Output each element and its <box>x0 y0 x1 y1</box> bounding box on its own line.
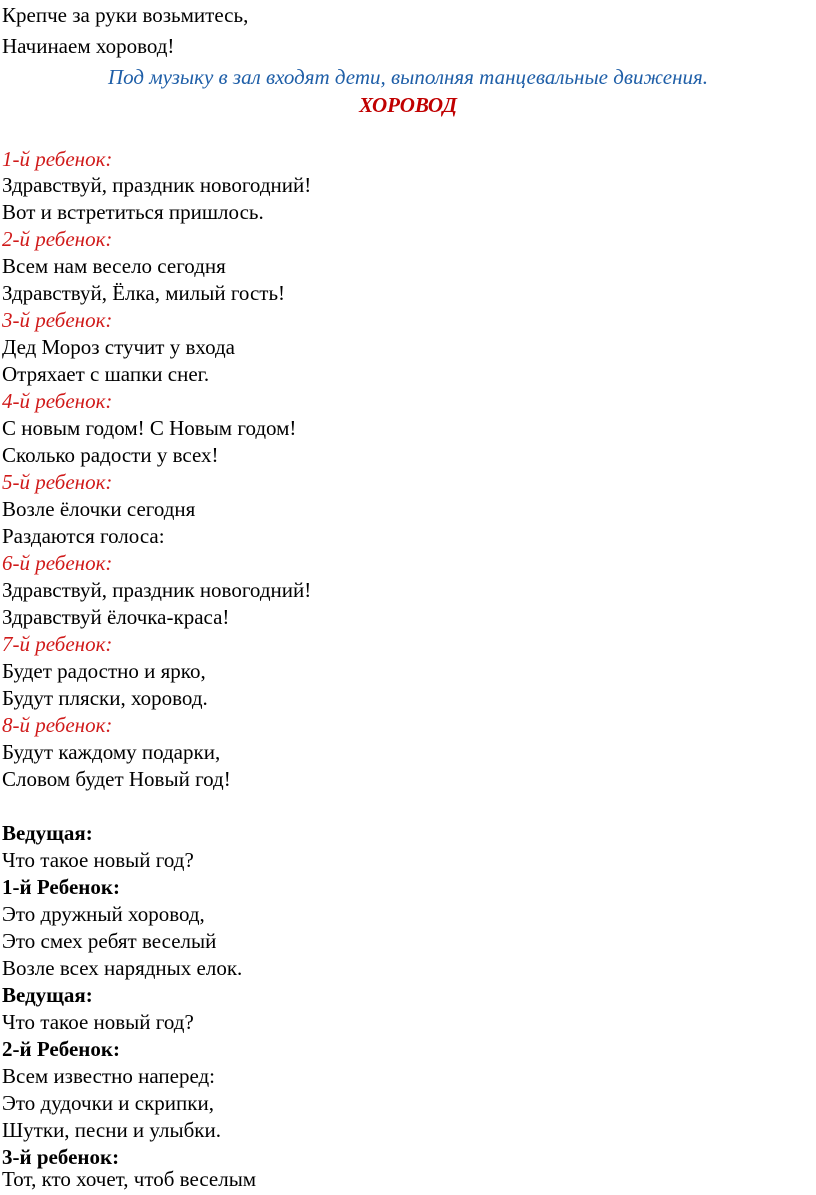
verse-line: Раздаются голоса: <box>2 524 165 548</box>
verse-line: Это дружный хоровод, <box>2 902 205 926</box>
verse-line: Вот и встретиться пришлось. <box>2 200 264 224</box>
verse-line: Здравствуй, праздник новогодний! <box>2 578 312 602</box>
verse-line: Возле всех нарядных елок. <box>2 956 243 980</box>
speaker-label: 2-й ребенок: <box>2 227 113 251</box>
verse-line: Здравствуй ёлочка-краса! <box>2 605 230 629</box>
speaker-label: 8-й ребенок: <box>2 713 113 737</box>
verse-line: Возле ёлочки сегодня <box>2 497 196 521</box>
verse-line: Всем нам весело сегодня <box>2 254 226 278</box>
verse-line: Здравствуй, Ёлка, милый гость! <box>2 281 286 305</box>
speaker-label: Ведущая: <box>2 821 93 845</box>
verse-line: Будут каждому подарки, <box>2 740 221 764</box>
speaker-label: 3-й ребенок: <box>2 1145 120 1169</box>
verse-line: Сколько радости у всех! <box>2 443 219 467</box>
speaker-label: 3-й ребенок: <box>2 308 113 332</box>
speaker-label: 4-й ребенок: <box>2 389 113 413</box>
verse-line: Словом будет Новый год! <box>2 767 231 791</box>
verse-line: Будет радостно и ярко, <box>2 659 206 683</box>
verse-line: Дед Мороз стучит у входа <box>2 335 235 359</box>
speaker-label: 2-й Ребенок: <box>2 1037 120 1061</box>
verse-line: Что такое новый год? <box>2 1010 194 1034</box>
speaker-label: 1-й ребенок: <box>2 147 113 171</box>
verse-line: Начинаем хоровод! <box>2 34 175 58</box>
verse-line: Будут пляски, хоровод. <box>2 686 208 710</box>
section-title: ХОРОВОД <box>359 93 457 117</box>
verse-line: Это дудочки и скрипки, <box>2 1091 214 1115</box>
verse-line: Что такое новый год? <box>2 848 194 872</box>
verse-line: С новым годом! С Новым годом! <box>2 416 297 440</box>
verse-line: Это смех ребят веселый <box>2 929 217 953</box>
verse-line: Тот, кто хочет, чтоб веселым <box>2 1167 257 1191</box>
verse-line: Крепче за руки возьмитесь, <box>2 3 249 27</box>
speaker-label: 7-й ребенок: <box>2 632 113 656</box>
speaker-label: 1-й Ребенок: <box>2 875 120 899</box>
speaker-label: 6-й ребенок: <box>2 551 113 575</box>
verse-line: Шутки, песни и улыбки. <box>2 1118 221 1142</box>
speaker-label: 5-й ребенок: <box>2 470 113 494</box>
verse-line: Отряхает с шапки снег. <box>2 362 210 386</box>
stage-direction: Под музыку в зал входят дети, выполняя танцевальные движения. <box>108 65 708 89</box>
speaker-label: Ведущая: <box>2 983 93 1007</box>
verse-line: Здравствуй, праздник новогодний! <box>2 173 312 197</box>
verse-line: Всем известно наперед: <box>2 1064 216 1088</box>
